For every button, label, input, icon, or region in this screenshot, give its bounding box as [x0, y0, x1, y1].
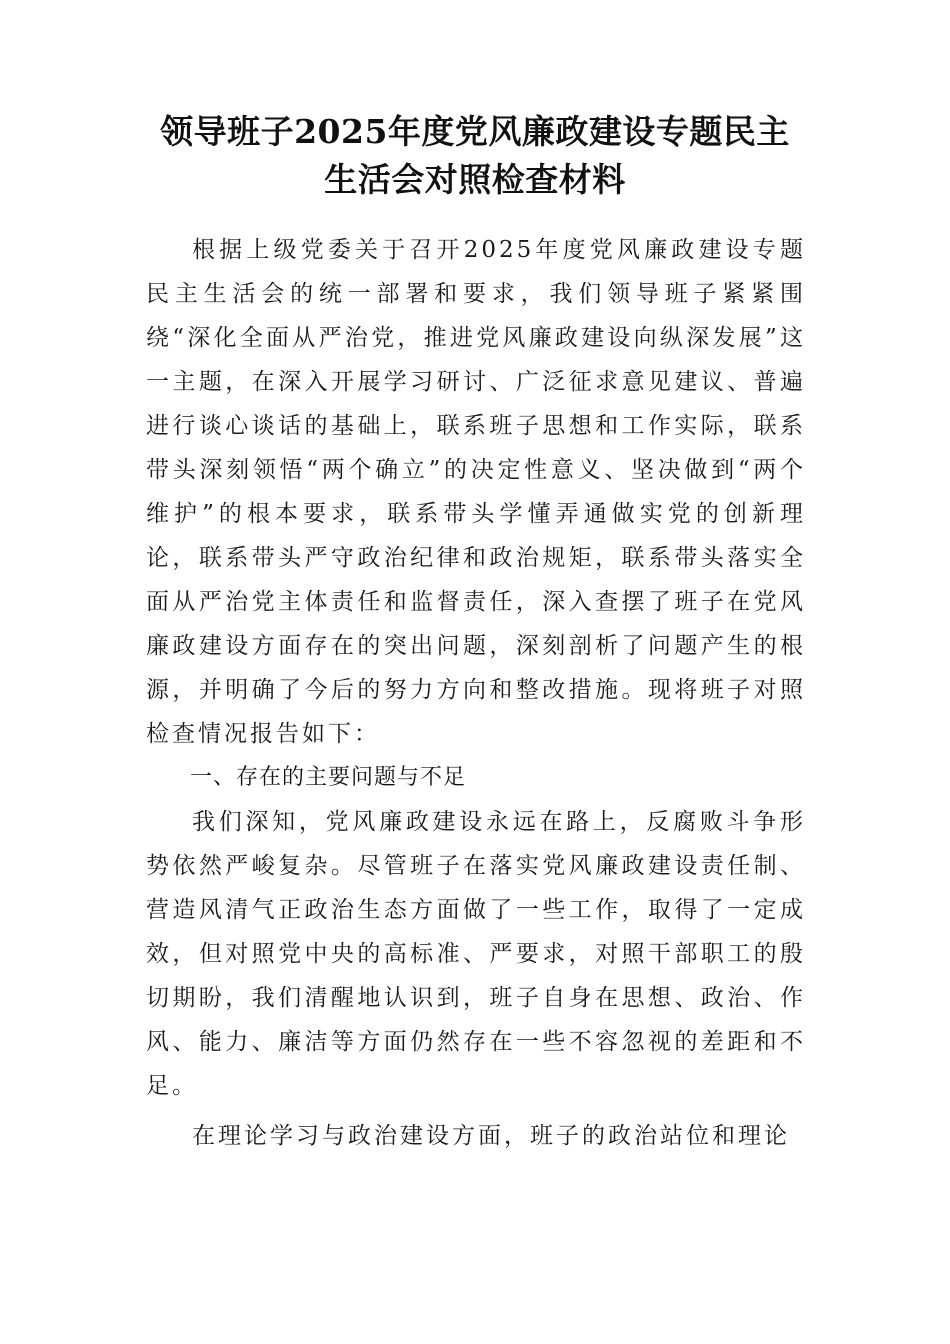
problems-paragraph: 我们深知，党风廉政建设永远在路上，反腐败斗争形势依然严峻复杂。尽管班子在落实党风廉政建设责任制、营造风清气正政治生态方面做了一些工作，取得了一定成效，但对照党中央的高标准、严要求，对照干部职工的殷切期盼，我们清醒地认识到，班子自身在思想、政治、作风、能力、廉洁等方面仍然存在一些不容忽视的差距和不足。: [146, 809, 806, 1099]
theory-paragraph: 在理论学习与政治建设方面，班子的政治站位和理论: [192, 1123, 790, 1149]
title-line-1: 领导班子2025年度党风廉政建设专题民主: [160, 112, 790, 151]
document-title: [140, 108, 810, 204]
title-line-2: 生活会对照检查材料: [324, 160, 626, 199]
document-body: [146, 228, 806, 1158]
intro-paragraph: 根据上级党委关于召开2025年度党风廉政建设专题民主生活会的统一部署和要求，我们领导班子紧紧围绕“深化全面从严治党，推进党风廉政建设向纵深发展”这一主题，在深入开展学习研讨、广泛征求意见建议、普遍进行谈心谈话的基础上，联系班子思想和工作实际，联系带头深刻领悟“两个确立”的决定性意义、坚决做到“两个维护”的根本要求，联系带头学懂弄通做实党的创新理论，联系带头严守政治纪律和政治规矩，联系带头落实全面从严治党主体责任和监督责任，深入查摆了班子在党风廉政建设方面存在的突出问题，深刻剖析了问题产生的根源，并明确了今后的努力方向和整改措施。现将班子对照检查情况报告如下：: [146, 237, 806, 747]
section-heading-problems: 一、存在的主要问题与不足: [190, 765, 467, 790]
